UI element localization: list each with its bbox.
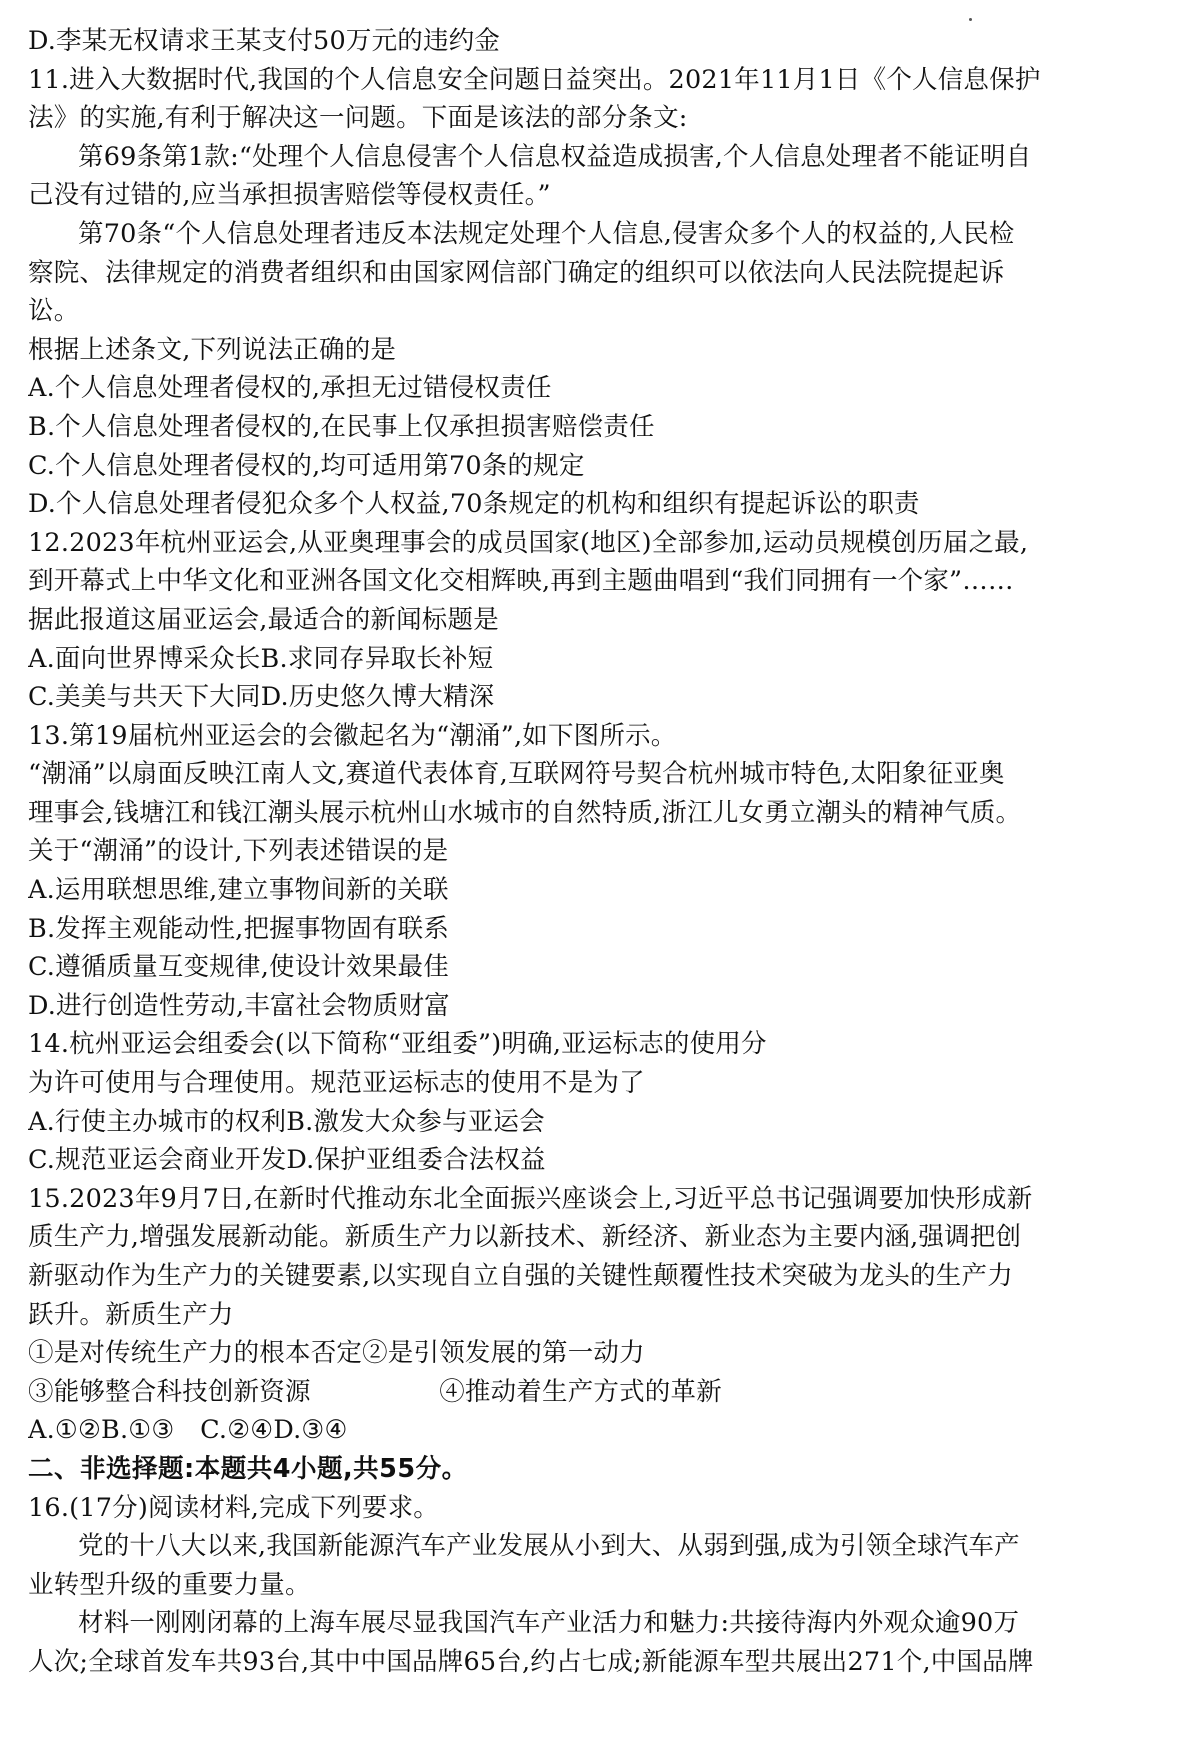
text-line: “潮涌”以扇面反映江南人文,赛道代表体育,互联网符号契合杭州城市特色,太阳象征亚奥 (28, 759, 1005, 790)
text-line: 业转型升级的重要力量。 (28, 1569, 311, 1600)
text-line: 跃升。新质生产力 (28, 1299, 234, 1330)
text-line: 人次;全球首发车共93台,其中中国品牌65台,约占七成;新能源车型共展出271个,中国品牌 (28, 1646, 1034, 1677)
text-line: C.遵循质量互变规律,使设计效果最佳 (28, 952, 449, 983)
section-heading: 二、非选择题:本题共4小题,共55分。 (28, 1453, 468, 1484)
text-line: 己没有过错的,应当承担损害赔偿等侵权责任。” (28, 180, 551, 211)
text-line: 到开幕式上中华文化和亚洲各国文化交相辉映,再到主题曲唱到“我们同拥有一个家”…… (28, 566, 1014, 597)
text-line: D.进行创造性劳动,丰富社会物质财富 (28, 990, 450, 1021)
text-line: 察院、法律规定的消费者组织和由国家网信部门确定的组织可以依法向人民法院提起诉 (28, 257, 1005, 288)
text-line: ③能够整合科技创新资源 ④推动着生产方式的革新 (28, 1376, 722, 1407)
text-line: A.个人信息处理者侵权的,承担无过错侵权责任 (28, 373, 552, 404)
text-line: C.个人信息处理者侵权的,均可适用第70条的规定 (28, 450, 585, 481)
text-line: 第70条“个人信息处理者违反本法规定处理个人信息,侵害众多个人的权益的,人民检 (78, 218, 1015, 249)
text-line: 法》的实施,有利于解决这一问题。下面是该法的部分条文: (28, 103, 688, 134)
text-line: C.美美与共天下大同D.历史悠久博大精深 (28, 682, 495, 713)
text-line: D.个人信息处理者侵犯众多个人权益,70条规定的机构和组织有提起诉讼的职责 (28, 489, 920, 520)
scan-speck (969, 18, 972, 21)
text-line: 质生产力,增强发展新动能。新质生产力以新技术、新经济、新业态为主要内涵,强调把创 (28, 1222, 1022, 1253)
text-line: D.李某无权请求王某支付50万元的违约金 (28, 26, 501, 56)
text-line: 关于“潮涌”的设计,下列表述错误的是 (28, 836, 449, 867)
text-line: 材料一刚刚闭幕的上海车展尽显我国汽车产业活力和魅力:共接待海内外观众逾90万 (78, 1608, 1020, 1639)
text-line: 理事会,钱塘江和钱江潮头展示杭州山水城市的自然特质,浙江儿女勇立潮头的精神气质。 (28, 797, 1022, 828)
text-line: 13.第19届杭州亚运会的会徽起名为“潮涌”,如下图所示。 (28, 720, 677, 751)
text-line: 根据上述条文,下列说法正确的是 (28, 334, 397, 365)
text-line: 为许可使用与合理使用。规范亚运标志的使用不是为了 (28, 1068, 645, 1099)
exam-page-text (28, 22, 1178, 1682)
text-line: A.运用联想思维,建立事物间新的关联 (28, 875, 449, 906)
text-line: ①是对传统生产力的根本否定②是引领发展的第一动力 (28, 1338, 645, 1369)
text-line: A.行使主办城市的权利B.激发大众参与亚运会 (28, 1106, 545, 1137)
text-line: 15.2023年9月7日,在新时代推动东北全面振兴座谈会上,习近平总书记强调要加快形成新 (28, 1183, 1033, 1214)
text-line: 新驱动作为生产力的关键要素,以实现自立自强的关键性颠覆性技术突破为龙头的生产力 (28, 1261, 1013, 1291)
text-line: 16.(17分)阅读材料,完成下列要求。 (28, 1492, 440, 1523)
text-line: B.个人信息处理者侵权的,在民事上仅承担损害赔偿责任 (28, 411, 655, 442)
text-line: 据此报道这届亚运会,最适合的新闻标题是 (28, 604, 499, 635)
text-line: 讼。 (28, 296, 80, 327)
text-line: C.规范亚运会商业开发D.保护亚组委合法权益 (28, 1145, 546, 1176)
text-line: 12.2023年杭州亚运会,从亚奥理事会的成员国家(地区)全部参加,运动员规模创历届之最, (28, 527, 1029, 558)
text-line: A.面向世界博采众长B.求同存异取长补短 (28, 643, 494, 674)
text-line: 党的十八大以来,我国新能源汽车产业发展从小到大、从弱到强,成为引领全球汽车产 (78, 1531, 1020, 1562)
text-line: 第69条第1款:“处理个人信息侵害个人信息权益造成损害,个人信息处理者不能证明自 (78, 141, 1032, 172)
text-line: 11.进入大数据时代,我国的个人信息安全问题日益突出。2021年11月1日《个人信息保护 (28, 64, 1041, 95)
text-line: B.发挥主观能动性,把握事物固有联系 (28, 913, 450, 944)
text-line: A.①②B.①③ C.②④D.③④ (28, 1415, 348, 1446)
text-line: 14.杭州亚运会组委会(以下简称“亚组委”)明确,亚运标志的使用分 (28, 1029, 767, 1060)
